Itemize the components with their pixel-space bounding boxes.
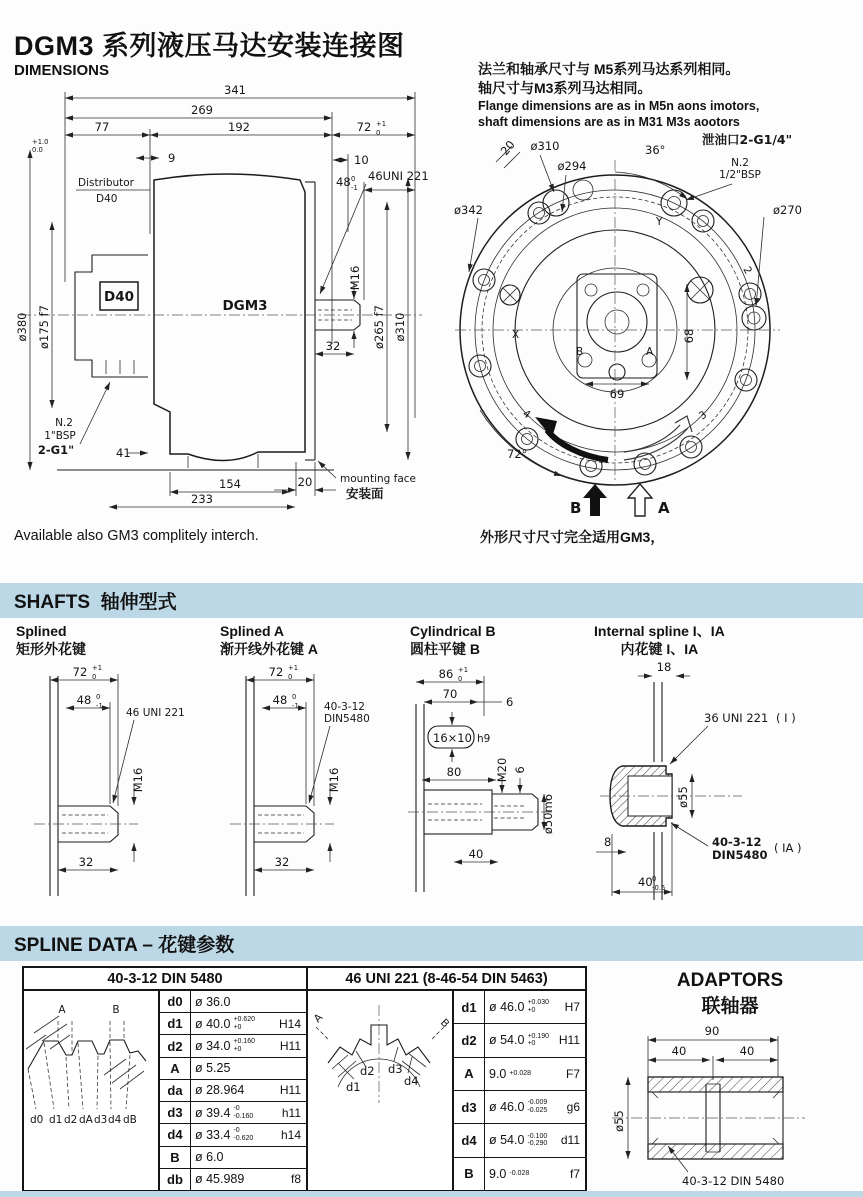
- value: 9.0: [489, 1166, 507, 1181]
- table-din5480: [24, 968, 308, 1190]
- b-dir-label: B: [570, 499, 582, 517]
- shaft-col-1-title: [16, 622, 86, 658]
- adaptor-drawing: [600, 1022, 862, 1194]
- front-view-drawing: [440, 122, 863, 522]
- s3-dim-86-sub: 0: [458, 675, 463, 683]
- fit-class: F7: [565, 1066, 580, 1081]
- s2-spline-label-2: DIN5480: [324, 713, 370, 725]
- tolerance: -0.100 -0.290: [527, 1132, 548, 1148]
- fit-class: H11: [279, 1039, 301, 1054]
- table-din5480-title: 40-3-12 DIN 5480: [24, 968, 306, 991]
- tolerance: +0.030 +0: [527, 999, 550, 1015]
- dim-dia342: ø342: [454, 203, 483, 217]
- ad-dim-40r: 40: [739, 1044, 755, 1058]
- value: ø 5.25: [195, 1061, 231, 1076]
- s2-m16-label: M16: [327, 767, 341, 793]
- spline-data-tables: [22, 966, 587, 1192]
- value: ø 40.0: [195, 1016, 231, 1031]
- ad-dim-90: 90: [704, 1024, 720, 1038]
- top-slot: [543, 180, 593, 216]
- s4-variant-2: ( IA ): [774, 841, 802, 855]
- dim-68: 68: [682, 328, 696, 344]
- s3-dia50-label: ø50m6: [541, 793, 555, 835]
- s4-spline1-label: 36 UNI 221: [704, 711, 769, 725]
- t2-label-d1: d1: [346, 1080, 361, 1094]
- param: db: [160, 1169, 191, 1190]
- note-cn-2: 轴尺寸与M3系列马达相同。: [478, 79, 652, 96]
- port-b-label: B: [576, 346, 584, 358]
- s3-dim-40: 40: [468, 847, 484, 861]
- adaptors-title-en: ADAPTORS: [676, 970, 784, 991]
- param: B: [454, 1158, 485, 1190]
- shaft-col-4-title: [594, 622, 725, 658]
- fit-class: H14: [278, 1016, 301, 1031]
- dim-72deg: 72°: [507, 447, 528, 461]
- param: d0: [160, 991, 191, 1012]
- dim-41: 41: [116, 446, 131, 460]
- s3-dim-6a: 6: [506, 695, 514, 709]
- s2-dim-48-sub: -1: [292, 702, 299, 710]
- table-row: [160, 1058, 306, 1080]
- note-en-2: shaft dimensions are as in M31 M3s aootors: [478, 115, 740, 130]
- shafts-header: [14, 587, 177, 614]
- value: ø 46.0: [489, 1000, 525, 1015]
- dim-48-sub: -1: [351, 184, 358, 192]
- value: ø 6.0: [195, 1150, 224, 1165]
- tolerance: -0.028: [509, 1169, 530, 1177]
- front-view-bottom-note: 外形尺寸尺寸完全适用GM3，: [480, 529, 665, 545]
- table-row: [454, 1124, 585, 1157]
- s4-dim-40-sup: 0: [652, 875, 657, 883]
- dim-dia294: ø294: [557, 159, 587, 173]
- model-label: DGM3: [222, 298, 268, 314]
- dim-72-sub: 0: [376, 129, 381, 137]
- s1-dim-72-sub: 0: [92, 673, 97, 681]
- t2-label-d3: d3: [388, 1062, 403, 1076]
- lobe-4-label: 4: [520, 407, 533, 422]
- shaft-2-title-cn: 渐开线外花键 A: [220, 641, 318, 658]
- dim-32: 32: [325, 339, 341, 353]
- t2-label-d2: d2: [360, 1064, 375, 1078]
- s3-dim-6b: 6: [513, 766, 527, 774]
- s3-key-label: 16×10: [433, 731, 472, 745]
- s1-dim-72: 72: [72, 665, 88, 679]
- dim-dia175: ø175 f7: [37, 304, 51, 350]
- dim-154: 154: [219, 477, 241, 491]
- ad-dim-40l: 40: [671, 1044, 687, 1058]
- param: d3: [160, 1102, 191, 1123]
- table-row: [454, 991, 585, 1024]
- m16-label: M16: [348, 265, 362, 291]
- dim-269: 269: [191, 103, 213, 117]
- value: ø 45.989: [195, 1172, 245, 1187]
- s4-variant-1: ( I ): [776, 711, 796, 725]
- d40-box-label: D40: [104, 289, 134, 305]
- bsp-label: 1/2"BSP: [719, 169, 761, 181]
- side-view-drawing: [2, 82, 432, 524]
- s1-dim-48-sup: 0: [96, 693, 101, 701]
- dim-10: 10: [354, 153, 369, 167]
- spline-data-band: [0, 926, 863, 961]
- dim-dia310: ø310: [393, 312, 407, 342]
- s4-dim-18: 18: [656, 660, 672, 674]
- shaft-4-title-en: Internal spline I、IA: [594, 623, 725, 639]
- adaptors-title-cn: 联轴器: [701, 995, 759, 1017]
- t1-label-d3: d3: [94, 1114, 108, 1126]
- table-uni221-rows: [454, 991, 585, 1190]
- footer-band: [0, 1191, 863, 1197]
- s4-dim-40: 40: [638, 875, 653, 889]
- lobe-2-label: 2: [740, 264, 755, 277]
- param: d2: [160, 1035, 191, 1056]
- tolerance: +0.190 +0: [527, 1032, 550, 1048]
- s3-dim-86: 86: [438, 667, 454, 681]
- distributor-block: [75, 255, 148, 444]
- table-uni221-title: 46 UNI 221 (8-46-54 DIN 5463): [308, 968, 585, 991]
- s4-dim-40-sub: -0.5: [652, 884, 666, 892]
- shafts-header-cn: 轴伸型式: [100, 592, 177, 613]
- value: ø 39.4: [195, 1105, 231, 1120]
- value: ø 33.4: [195, 1127, 231, 1142]
- fit-class: H11: [279, 1083, 301, 1098]
- tolerance: -0.009 -0.025: [527, 1099, 548, 1115]
- table-din5480-rows: [160, 991, 306, 1190]
- port-holes: [500, 190, 766, 330]
- t1-label-d4: d4: [108, 1114, 122, 1126]
- shaft-splined-drawing: [22, 656, 218, 908]
- t2-label-d4: d4: [404, 1074, 419, 1088]
- value: ø 34.0: [195, 1039, 231, 1054]
- param: d1: [160, 1013, 191, 1034]
- dim-20: 20: [297, 475, 313, 489]
- table-row: [160, 991, 306, 1013]
- value: ø 54.0: [489, 1133, 525, 1148]
- tolerance: -0 -0.160: [233, 1105, 254, 1120]
- ports-bsp: 1"BSP: [44, 430, 76, 442]
- spline-data-header: SPLINE DATA – 花键参数: [14, 935, 235, 956]
- s3-m20-label: M20: [495, 757, 509, 783]
- t2-diagram-A: A: [311, 1011, 326, 1026]
- s4-dim-8: 8: [604, 835, 612, 849]
- s1-spline-label: 46 UNI 221: [126, 707, 185, 719]
- table-row: [160, 1124, 306, 1146]
- table-row: [454, 1091, 585, 1124]
- value: 9.0: [489, 1066, 507, 1081]
- s2-dim-72-sub: 0: [288, 673, 293, 681]
- shaft-col-2-title: [220, 622, 318, 658]
- mounting-face-en: mounting face: [340, 473, 417, 485]
- dim-48: 48: [336, 175, 351, 189]
- t1-diagram-B: B: [112, 1004, 120, 1016]
- motor-body: [154, 174, 315, 468]
- table-row: [454, 1058, 585, 1091]
- param: d3: [454, 1091, 485, 1123]
- lobe-3-label: 3: [696, 408, 710, 423]
- dim-dia270: ø270: [773, 203, 802, 217]
- output-shaft: [20, 300, 422, 330]
- shaft-splined-a-drawing: [218, 656, 414, 908]
- param: d2: [454, 1024, 485, 1056]
- front-view-notes: [478, 60, 858, 130]
- s2-spline-label-1: 40-3-12: [324, 701, 365, 713]
- t1-label-d0: d0: [30, 1114, 44, 1126]
- fit-class: g6: [566, 1100, 580, 1115]
- table-row: [160, 1035, 306, 1057]
- param: B: [160, 1147, 191, 1168]
- y-label: Y: [656, 216, 663, 228]
- fit-class: h14: [280, 1127, 301, 1142]
- n2-label: N.2: [731, 157, 749, 169]
- s2-dim-72: 72: [268, 665, 284, 679]
- table-row: [454, 1024, 585, 1057]
- dim-dia380: ø380: [15, 312, 29, 342]
- distributor-code: D40: [96, 193, 118, 205]
- param: d4: [160, 1124, 191, 1145]
- dia380-sub: 0.0: [32, 146, 43, 154]
- note-en-1: Flange dimensions are as in M5n aons imotors,: [478, 98, 760, 113]
- x-label: X: [512, 329, 520, 341]
- param: da: [160, 1080, 191, 1101]
- s3-dim-70: 70: [442, 687, 458, 701]
- tolerance: -0 -0.620: [233, 1127, 254, 1142]
- adaptors-title: [610, 968, 850, 1019]
- spline-label: 46UNI 221: [368, 169, 429, 183]
- fit-class: H7: [564, 1000, 580, 1015]
- param: d4: [454, 1124, 485, 1156]
- dim-dia265: ø265 f7: [372, 304, 386, 350]
- ports-g1: 2-G1": [37, 443, 75, 457]
- t1-label-d1: d1: [49, 1114, 63, 1126]
- dim-192: 192: [228, 120, 250, 134]
- dim-341: 341: [224, 83, 246, 97]
- param: A: [454, 1058, 485, 1090]
- tolerance: +0.620 +0: [233, 1016, 256, 1031]
- s4-dia55-label: ø55: [676, 786, 690, 808]
- tolerance: +0.160 +0: [233, 1038, 256, 1054]
- s4-spline2a-label: 40-3-12: [712, 835, 762, 849]
- t1-label-d2: d2: [64, 1114, 78, 1126]
- fit-class: H11: [558, 1033, 580, 1048]
- s1-dim-32: 32: [78, 855, 94, 869]
- shaft-2-title-en: Splined A: [220, 623, 285, 639]
- s3-dim-80: 80: [446, 765, 462, 779]
- ports-n2: N.2: [55, 417, 73, 429]
- s3-keyfit-label: h9: [477, 733, 491, 745]
- dim-77: 77: [94, 120, 110, 134]
- value: ø 54.0: [489, 1033, 525, 1048]
- s1-m16-label: M16: [131, 767, 145, 793]
- s2-dim-48: 48: [272, 693, 288, 707]
- s4-spline2b-label: DIN5480: [712, 848, 768, 862]
- side-view-note: Available also GM3 complitely interch.: [14, 528, 259, 544]
- mounting-face-cn: 安装面: [346, 486, 384, 501]
- fit-class: d11: [560, 1133, 580, 1148]
- a-dir-label: A: [658, 499, 670, 517]
- a-direction-arrow: [628, 484, 652, 516]
- value: ø 28.964: [195, 1083, 245, 1098]
- s1-dim-72-sup: +1: [92, 664, 103, 672]
- table-row: [160, 1102, 306, 1124]
- dim-233: 233: [191, 492, 213, 506]
- s1-dim-48: 48: [76, 693, 92, 707]
- shafts-section-band: [0, 583, 863, 618]
- fit-class: f7: [569, 1166, 580, 1181]
- shaft-3-title-cn: 圆柱平键 B: [410, 641, 480, 658]
- value: ø 46.0: [489, 1100, 525, 1115]
- dim-36deg: 36°: [645, 143, 666, 157]
- shaft-internal-spline-drawing: [592, 656, 863, 908]
- dim-69: 69: [609, 387, 625, 401]
- t1-label-dA: dA: [79, 1114, 93, 1126]
- s1-dim-48-sub: -1: [96, 702, 103, 710]
- table-uni221-diagram: [308, 991, 454, 1190]
- shafts-header-en: SHAFTS: [14, 592, 90, 613]
- value: ø 36.0: [195, 994, 231, 1009]
- dim-48-sup: 0: [351, 175, 356, 183]
- table-din5480-diagram: [24, 991, 160, 1190]
- distributor-label: Distributor: [78, 177, 135, 189]
- ad-spline-label: 40-3-12 DIN 5480: [682, 1174, 785, 1188]
- drain-port-label: 泄油口2-G1/4": [702, 132, 793, 147]
- page-title: DGM3 系列液压马达安装连接图: [14, 31, 405, 61]
- t1-label-dB: dB: [123, 1114, 137, 1126]
- dim-72: 72: [356, 120, 372, 134]
- s2-dim-72-sup: +1: [288, 664, 299, 672]
- shaft-1-title-cn: 矩形外花键: [16, 641, 86, 658]
- table-row: [454, 1158, 585, 1190]
- s2-dim-48-sup: 0: [292, 693, 297, 701]
- shaft-col-3-title: [410, 622, 496, 658]
- param: A: [160, 1058, 191, 1079]
- table-row: [160, 1080, 306, 1102]
- note-cn-1: 法兰和轴承尺寸与 M5系列马达系列相同。: [478, 61, 740, 77]
- dim-9: 9: [168, 151, 176, 165]
- table-row: [160, 1169, 306, 1190]
- port-a-label: A: [646, 346, 654, 358]
- shaft-1-title-en: Splined: [16, 623, 67, 639]
- shaft-3-title-en: Cylindrical B: [410, 623, 496, 639]
- table-uni221: [308, 968, 585, 1190]
- table-row: [160, 1147, 306, 1169]
- param: d1: [454, 991, 485, 1023]
- s3-dim-86-sup: +1: [458, 666, 469, 674]
- tolerance: +0.028: [509, 1069, 531, 1077]
- fit-class: f8: [290, 1172, 301, 1187]
- t1-diagram-A: A: [58, 1004, 66, 1016]
- shaft-4-title-cn: 内花键 I、IA: [620, 641, 699, 658]
- s2-dim-32: 32: [274, 855, 290, 869]
- ad-dia55: ø55: [612, 1110, 626, 1132]
- dim-20-front: 20: [497, 137, 518, 158]
- t2-diagram-B: B: [437, 1016, 452, 1031]
- table-row: [160, 1013, 306, 1035]
- b-direction-arrow: [583, 484, 607, 516]
- center-block: [577, 274, 657, 380]
- shaft-cylindrical-drawing: [402, 656, 572, 908]
- rotation-arrows: [535, 416, 692, 460]
- fit-class: h11: [281, 1105, 301, 1120]
- dia380-sup: +1.0: [32, 138, 49, 146]
- dim-72-sup: +1: [376, 120, 387, 128]
- page-subtitle: DIMENSIONS: [14, 62, 110, 79]
- dim-dia310-front: ø310: [530, 139, 560, 153]
